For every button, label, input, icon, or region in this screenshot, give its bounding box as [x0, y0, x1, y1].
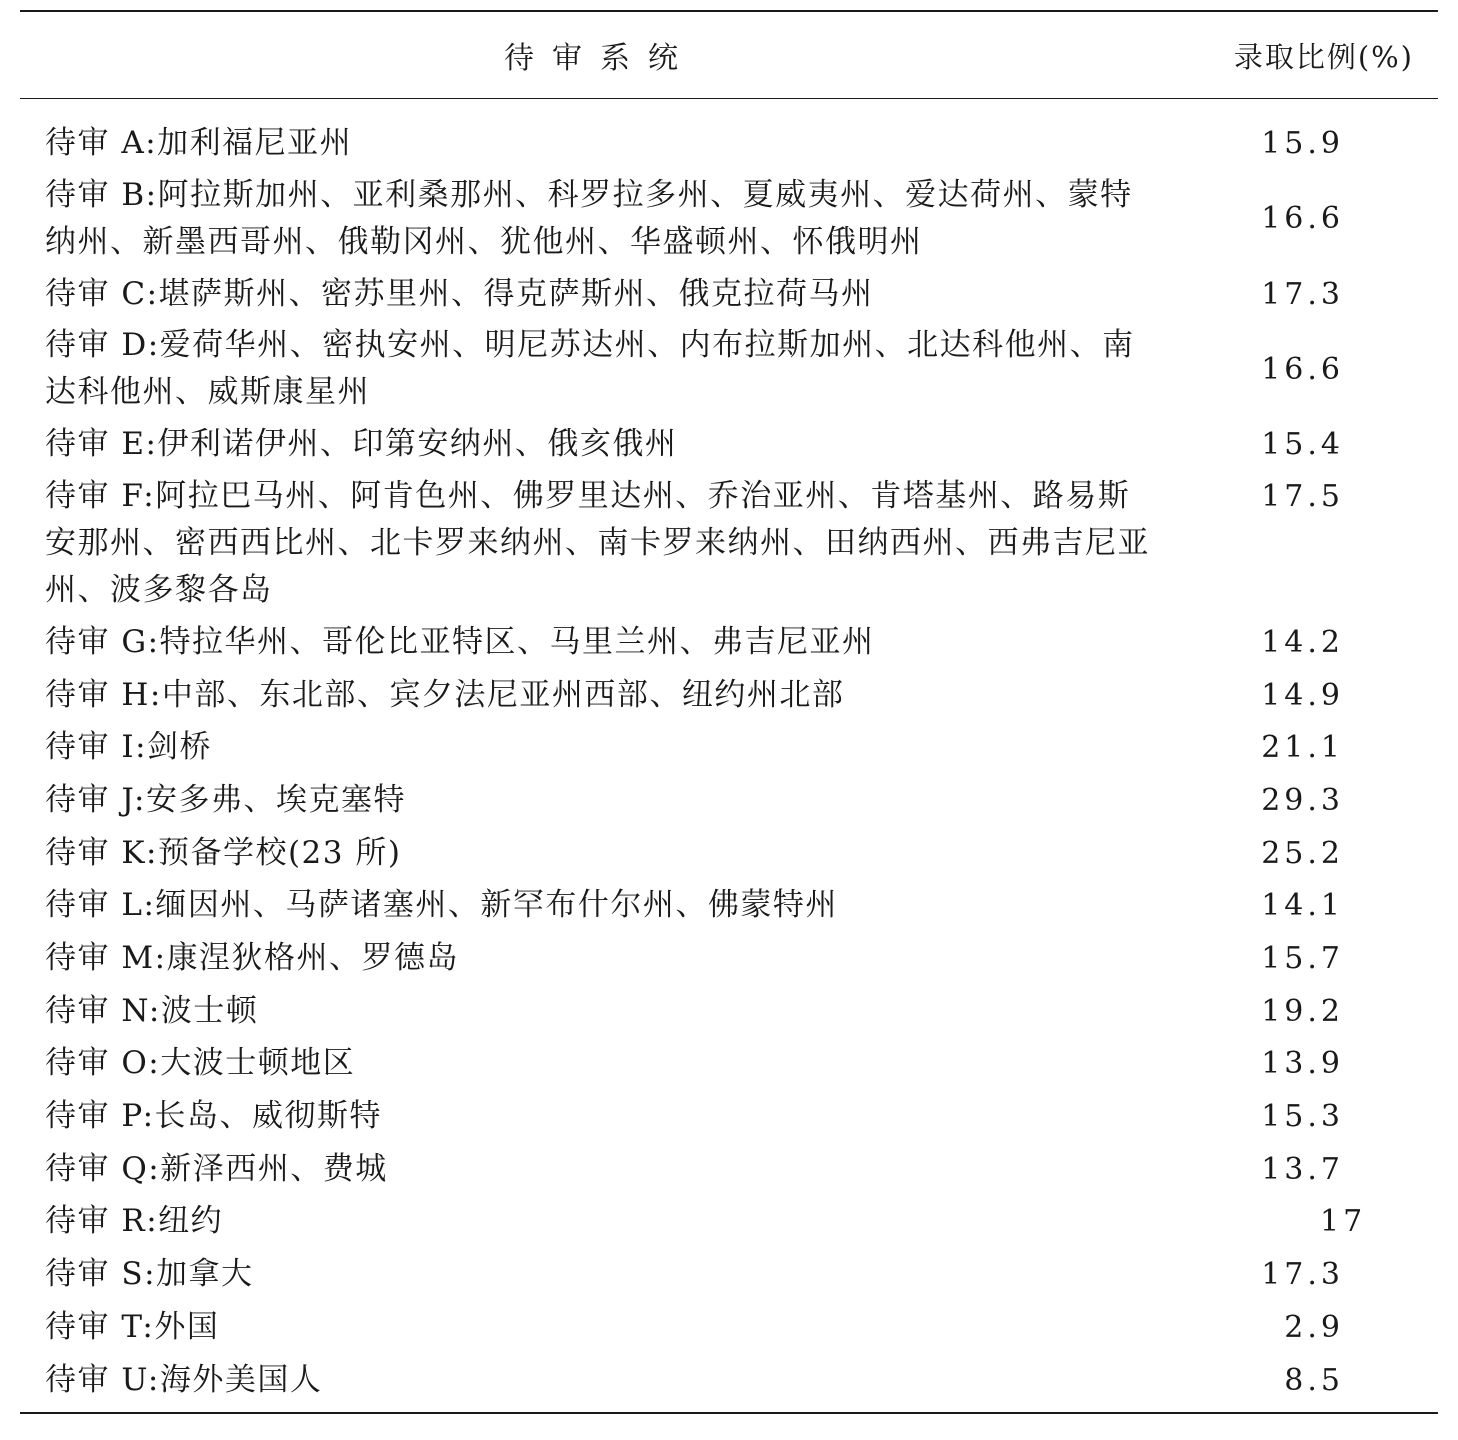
admissions-table — [20, 10, 1438, 1414]
row-docket-label: 待审 C:堪萨斯州、密苏里州、得克萨斯州、俄克拉荷马州 — [45, 275, 874, 312]
row-docket-label: 待审 U:海外美国人 — [45, 1361, 323, 1398]
row-docket-label: 待审 E:伊利诺伊州、印第安纳州、俄亥俄州 — [45, 426, 678, 463]
row-docket-label: 待审 B:阿拉斯加州、亚利桑那州、科罗拉多州、夏威夷州、爱达荷州、蒙特纳州、新墨西哥州、俄勒冈州、犹他州、华盛顿州、怀俄明州 — [45, 176, 1133, 260]
row-admission-rate: 14.1 — [1261, 888, 1344, 924]
row-admission-rate: 15.4 — [1261, 427, 1344, 463]
table-row — [20, 320, 1438, 418]
table-row — [20, 774, 1438, 827]
row-admission-rate: 17 — [1320, 1204, 1367, 1240]
table-row — [20, 1038, 1438, 1091]
table-row — [20, 170, 1438, 268]
table-row — [20, 669, 1438, 722]
row-docket-label: 待审 M:康涅狄格州、罗德岛 — [45, 940, 460, 977]
row-docket-label: 待审 S:加拿大 — [45, 1256, 254, 1293]
table-row — [20, 1248, 1438, 1301]
table-row — [20, 1354, 1438, 1407]
row-admission-rate: 15.7 — [1261, 941, 1344, 977]
table-row — [20, 1143, 1438, 1196]
header-docket-system: 待审系统 — [504, 41, 696, 76]
row-admission-rate: 25.2 — [1261, 835, 1344, 871]
table-row — [20, 616, 1438, 669]
table-row — [20, 471, 1438, 616]
table-row — [20, 1090, 1438, 1143]
row-admission-rate: 14.2 — [1261, 624, 1344, 660]
table-row — [20, 1196, 1438, 1249]
row-docket-label: 待审 R:纽约 — [45, 1203, 224, 1240]
row-docket-label: 待审 F:阿拉巴马州、阿肯色州、佛罗里达州、乔治亚州、肯塔基州、路易斯安那州、密西西比州、北卡罗来纳州、南卡罗来纳州、田纳西州、西弗吉尼亚州、波多黎各岛 — [45, 478, 1150, 609]
row-admission-rate: 13.7 — [1261, 1151, 1344, 1187]
row-docket-label: 待审 N:波士顿 — [45, 992, 259, 1029]
row-admission-rate: 19.2 — [1261, 993, 1344, 1029]
row-docket-label: 待审 Q:新泽西州、费城 — [45, 1150, 388, 1187]
row-docket-label: 待审 G:特拉华州、哥伦比亚特区、马里兰州、弗吉尼亚州 — [45, 623, 875, 660]
table-body — [20, 99, 1438, 1406]
row-admission-rate: 17.3 — [1261, 1257, 1344, 1293]
table-row — [20, 1301, 1438, 1354]
row-docket-label: 待审 A:加利福尼亚州 — [45, 124, 353, 161]
row-docket-label: 待审 O:大波士顿地区 — [45, 1045, 356, 1082]
row-admission-rate: 16.6 — [1261, 201, 1344, 237]
row-docket-label: 待审 L:缅因州、马萨诸塞州、新罕布什尔州、佛蒙特州 — [45, 887, 838, 924]
row-admission-rate: 29.3 — [1261, 782, 1344, 818]
row-docket-label: 待审 T:外国 — [45, 1308, 220, 1345]
row-docket-label: 待审 J:安多弗、埃克塞特 — [45, 781, 406, 818]
row-docket-label: 待审 K:预备学校(23 所) — [45, 834, 402, 871]
row-admission-rate: 17.5 — [1261, 479, 1344, 515]
row-docket-label: 待审 H:中部、东北部、宾夕法尼亚州西部、纽约州北部 — [45, 676, 845, 713]
table-row — [20, 985, 1438, 1038]
row-docket-label: 待审 D:爱荷华州、密执安州、明尼苏达州、内布拉斯加州、北达科他州、南达科他州、威斯康星州 — [45, 327, 1135, 411]
table-header — [20, 12, 1438, 98]
table-row — [20, 117, 1438, 170]
table-row — [20, 932, 1438, 985]
row-admission-rate: 8.5 — [1284, 1362, 1344, 1398]
row-docket-label: 待审 I:剑桥 — [45, 729, 213, 766]
table-bottom-rule — [20, 1412, 1438, 1414]
row-admission-rate: 17.3 — [1261, 276, 1344, 312]
row-admission-rate: 2.9 — [1284, 1309, 1344, 1345]
row-admission-rate: 14.9 — [1261, 677, 1344, 713]
table-row — [20, 268, 1438, 321]
row-admission-rate: 13.9 — [1261, 1046, 1344, 1082]
table-row — [20, 418, 1438, 471]
table-row — [20, 721, 1438, 774]
header-admission-rate: 录取比例(%) — [1233, 39, 1414, 74]
row-admission-rate: 16.6 — [1261, 351, 1344, 387]
table-row — [20, 827, 1438, 880]
table-row — [20, 880, 1438, 933]
row-admission-rate: 15.3 — [1261, 1099, 1344, 1135]
row-admission-rate: 15.9 — [1261, 125, 1344, 161]
row-docket-label: 待审 P:长岛、威彻斯特 — [45, 1098, 383, 1135]
row-admission-rate: 21.1 — [1261, 730, 1344, 766]
